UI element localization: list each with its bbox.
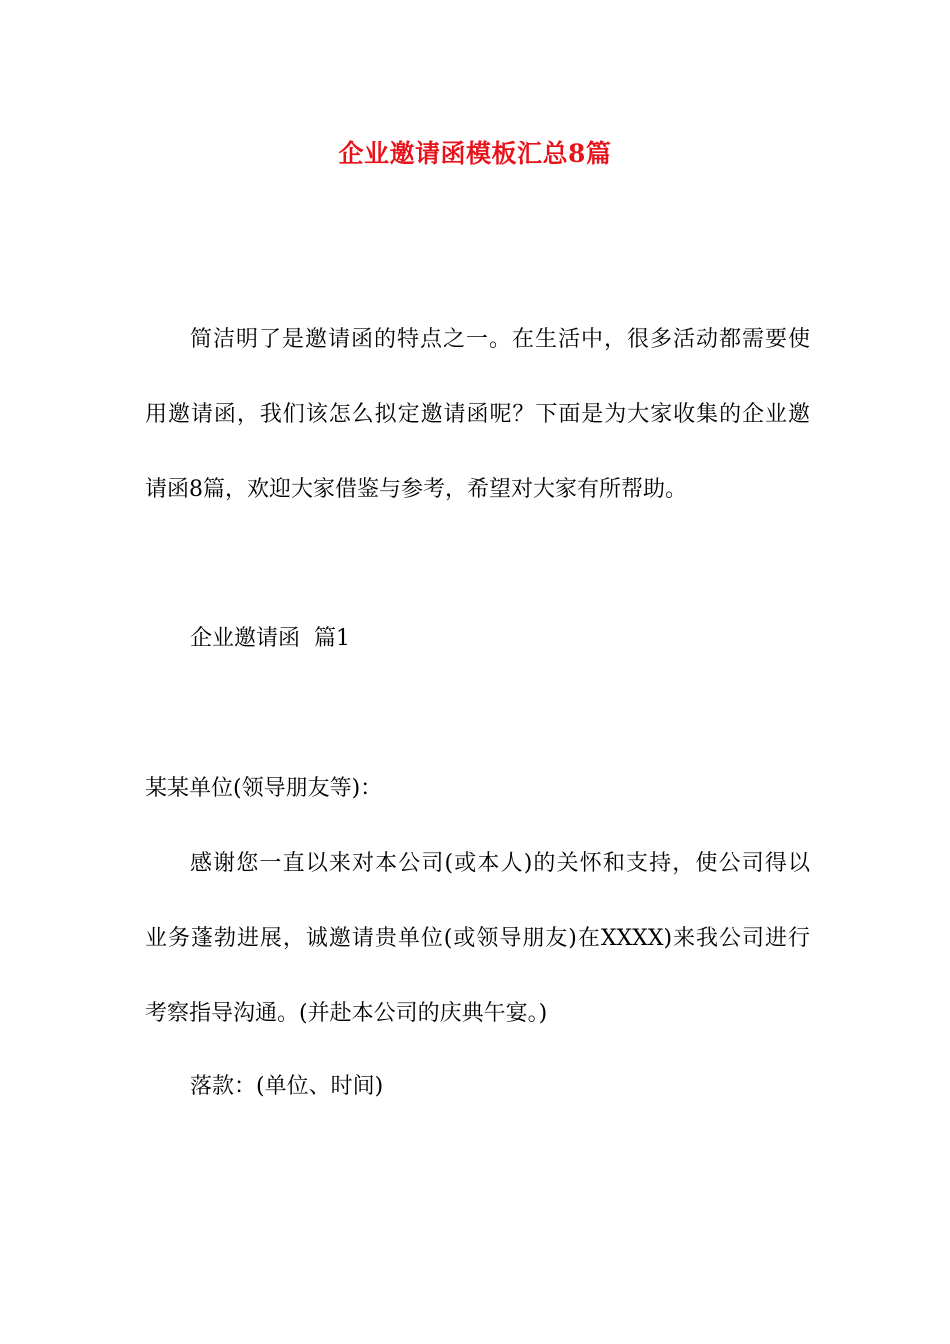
signature-line: 落款：(单位、时间): [190, 1074, 384, 1099]
document-title: 企业邀请函模板汇总8篇: [338, 139, 612, 168]
body-line-1: 感谢您一直以来对本公司(或本人)的关怀和支持，使公司得以: [190, 851, 810, 876]
intro-line-2: 用邀请函，我们该怎么拟定邀请函呢？下面是为大家收集的企业邀: [145, 402, 810, 427]
salutation: 某某单位(领导朋友等)：: [145, 776, 383, 801]
intro-line-1: 简洁明了是邀请函的特点之一。在生活中，很多活动都需要使: [190, 327, 810, 352]
intro-line-3: 请函8篇，欢迎大家借鉴与参考，希望对大家有所帮助。: [145, 477, 687, 502]
section-heading: 企业邀请函 篇1: [190, 626, 350, 651]
body-line-2: 业务蓬勃进展，诚邀请贵单位(或领导朋友)在XXXX)来我公司进行: [145, 926, 810, 951]
body-line-3: 考察指导沟通。(并赴本公司的庆典午宴。): [145, 1001, 548, 1026]
